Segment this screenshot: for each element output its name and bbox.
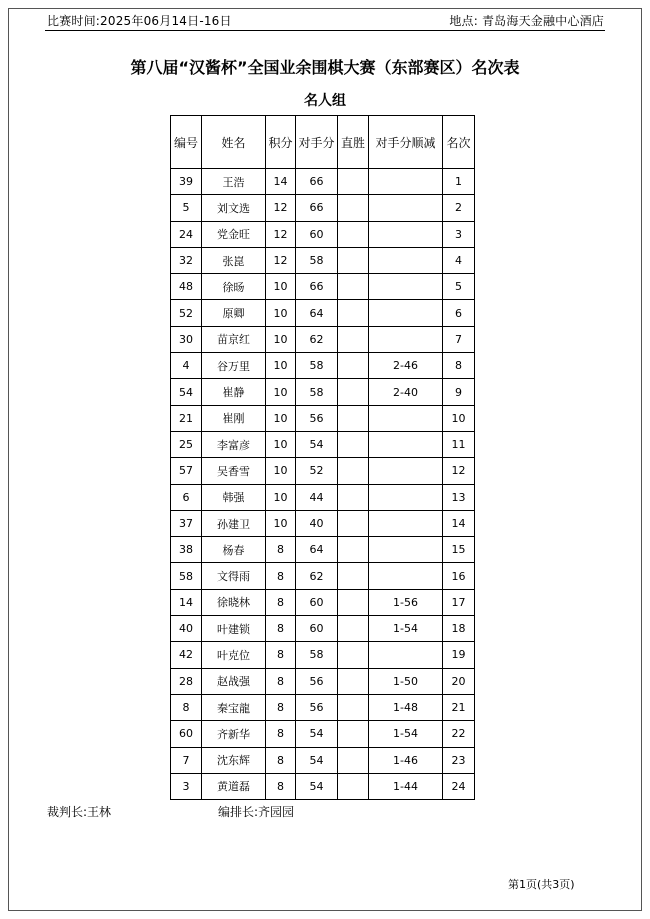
col-header-rank: 名次 [443, 116, 475, 169]
cell-rank: 17 [443, 589, 475, 615]
cell-rank: 24 [443, 773, 475, 799]
cell-rank: 14 [443, 510, 475, 536]
table-row [171, 195, 475, 221]
cell-name: 韩强 [202, 484, 266, 510]
page-number: 第1页(共3页) [508, 878, 575, 891]
cell-rank: 6 [443, 300, 475, 326]
cell-rank: 10 [443, 405, 475, 431]
table-row [171, 169, 475, 195]
cell-points: 8 [266, 563, 296, 589]
cell-head-to-head [338, 195, 369, 221]
cell-number: 7 [171, 747, 202, 773]
cell-points: 10 [266, 326, 296, 352]
cell-points: 10 [266, 274, 296, 300]
cell-head-to-head [338, 747, 369, 773]
cell-head-to-head [338, 668, 369, 694]
cell-progressive-score: 1-48 [369, 694, 443, 720]
table-row [171, 300, 475, 326]
cell-number: 14 [171, 589, 202, 615]
table-row [171, 668, 475, 694]
table-row [171, 379, 475, 405]
group-subtitle: 名人组 [304, 93, 346, 109]
cell-name: 孙建卫 [202, 510, 266, 536]
cell-name: 杨春 [202, 537, 266, 563]
cell-progressive-score [369, 537, 443, 563]
cell-name: 赵战强 [202, 668, 266, 694]
cell-points: 14 [266, 169, 296, 195]
cell-number: 21 [171, 405, 202, 431]
cell-opponent-score: 58 [296, 247, 338, 273]
cell-rank: 16 [443, 563, 475, 589]
cell-progressive-score [369, 484, 443, 510]
cell-progressive-score [369, 642, 443, 668]
cell-name: 张崑 [202, 247, 266, 273]
cell-points: 8 [266, 668, 296, 694]
cell-head-to-head [338, 247, 369, 273]
cell-opponent-score: 54 [296, 721, 338, 747]
col-header-progressive-score: 对手分顺减 [369, 116, 443, 169]
cell-opponent-score: 58 [296, 353, 338, 379]
cell-progressive-score [369, 510, 443, 536]
cell-rank: 12 [443, 458, 475, 484]
cell-head-to-head [338, 274, 369, 300]
cell-name: 崔刚 [202, 405, 266, 431]
cell-opponent-score: 60 [296, 589, 338, 615]
cell-name: 叶建锁 [202, 616, 266, 642]
cell-progressive-score [369, 458, 443, 484]
cell-points: 10 [266, 353, 296, 379]
cell-points: 8 [266, 642, 296, 668]
cell-head-to-head [338, 537, 369, 563]
cell-head-to-head [338, 484, 369, 510]
cell-progressive-score: 1-50 [369, 668, 443, 694]
table-row [171, 694, 475, 720]
cell-name: 党金旺 [202, 221, 266, 247]
table-row [171, 616, 475, 642]
cell-rank: 8 [443, 353, 475, 379]
cell-name: 苗京红 [202, 326, 266, 352]
cell-points: 10 [266, 510, 296, 536]
cell-points: 10 [266, 300, 296, 326]
cell-rank: 7 [443, 326, 475, 352]
cell-rank: 19 [443, 642, 475, 668]
cell-number: 28 [171, 668, 202, 694]
cell-points: 8 [266, 747, 296, 773]
cell-progressive-score: 2-46 [369, 353, 443, 379]
cell-head-to-head [338, 431, 369, 457]
cell-number: 38 [171, 537, 202, 563]
cell-number: 52 [171, 300, 202, 326]
cell-number: 40 [171, 616, 202, 642]
match-date: 比赛时间:2025年06月14日-16日 [47, 14, 232, 28]
ranking-table-body [171, 169, 475, 800]
table-row [171, 747, 475, 773]
cell-head-to-head [338, 642, 369, 668]
cell-head-to-head [338, 379, 369, 405]
cell-rank: 18 [443, 616, 475, 642]
cell-opponent-score: 54 [296, 431, 338, 457]
table-row [171, 274, 475, 300]
cell-number: 4 [171, 353, 202, 379]
cell-opponent-score: 40 [296, 510, 338, 536]
cell-points: 10 [266, 379, 296, 405]
cell-name: 徐旸 [202, 274, 266, 300]
cell-name: 齐新华 [202, 721, 266, 747]
cell-points: 8 [266, 694, 296, 720]
col-header-opponent-score: 对手分 [296, 116, 338, 169]
header-divider [45, 30, 605, 31]
cell-rank: 15 [443, 537, 475, 563]
cell-rank: 22 [443, 721, 475, 747]
cell-head-to-head [338, 300, 369, 326]
cell-number: 25 [171, 431, 202, 457]
cell-head-to-head [338, 589, 369, 615]
cell-head-to-head [338, 221, 369, 247]
cell-progressive-score: 1-54 [369, 616, 443, 642]
cell-head-to-head [338, 353, 369, 379]
table-row [171, 326, 475, 352]
table-row [171, 589, 475, 615]
cell-points: 10 [266, 484, 296, 510]
cell-rank: 20 [443, 668, 475, 694]
cell-opponent-score: 62 [296, 326, 338, 352]
cell-head-to-head [338, 616, 369, 642]
table-row [171, 773, 475, 799]
cell-points: 10 [266, 431, 296, 457]
cell-points: 12 [266, 195, 296, 221]
cell-opponent-score: 66 [296, 169, 338, 195]
ranking-table [170, 115, 475, 800]
cell-head-to-head [338, 563, 369, 589]
cell-progressive-score [369, 274, 443, 300]
cell-progressive-score [369, 169, 443, 195]
table-row [171, 563, 475, 589]
cell-progressive-score [369, 300, 443, 326]
cell-head-to-head [338, 694, 369, 720]
col-header-points: 积分 [266, 116, 296, 169]
cell-opponent-score: 56 [296, 694, 338, 720]
table-row [171, 484, 475, 510]
cell-progressive-score [369, 221, 443, 247]
cell-opponent-score: 66 [296, 195, 338, 221]
cell-number: 54 [171, 379, 202, 405]
cell-name: 王浩 [202, 169, 266, 195]
cell-points: 8 [266, 721, 296, 747]
cell-points: 12 [266, 221, 296, 247]
cell-points: 8 [266, 616, 296, 642]
cell-rank: 21 [443, 694, 475, 720]
cell-number: 42 [171, 642, 202, 668]
cell-progressive-score: 1-54 [369, 721, 443, 747]
cell-points: 8 [266, 773, 296, 799]
cell-points: 10 [266, 405, 296, 431]
cell-number: 57 [171, 458, 202, 484]
cell-rank: 9 [443, 379, 475, 405]
cell-opponent-score: 60 [296, 221, 338, 247]
cell-rank: 13 [443, 484, 475, 510]
cell-head-to-head [338, 458, 369, 484]
cell-name: 崔静 [202, 379, 266, 405]
cell-rank: 4 [443, 247, 475, 273]
cell-number: 6 [171, 484, 202, 510]
cell-head-to-head [338, 405, 369, 431]
table-row [171, 458, 475, 484]
cell-head-to-head [338, 721, 369, 747]
cell-name: 刘文选 [202, 195, 266, 221]
cell-progressive-score [369, 563, 443, 589]
cell-name: 谷万里 [202, 353, 266, 379]
chief-referee: 裁判长:王林 [47, 805, 112, 819]
cell-number: 39 [171, 169, 202, 195]
document-title: 第八届“汉酱杯”全国业余围棋大赛（东部赛区）名次表 [130, 58, 520, 77]
cell-opponent-score: 54 [296, 773, 338, 799]
match-venue: 地点: 青岛海天金融中心酒店 [449, 14, 604, 28]
cell-progressive-score: 1-46 [369, 747, 443, 773]
cell-name: 黄道磊 [202, 773, 266, 799]
table-row [171, 221, 475, 247]
cell-number: 3 [171, 773, 202, 799]
cell-progressive-score [369, 326, 443, 352]
cell-opponent-score: 64 [296, 537, 338, 563]
cell-name: 秦宝龍 [202, 694, 266, 720]
cell-head-to-head [338, 510, 369, 536]
cell-progressive-score: 1-56 [369, 589, 443, 615]
cell-progressive-score [369, 247, 443, 273]
cell-head-to-head [338, 773, 369, 799]
cell-opponent-score: 60 [296, 616, 338, 642]
cell-head-to-head [338, 169, 369, 195]
cell-rank: 2 [443, 195, 475, 221]
cell-progressive-score: 1-44 [369, 773, 443, 799]
cell-name: 文得雨 [202, 563, 266, 589]
chief-arranger: 编排长:齐园园 [218, 805, 295, 819]
cell-number: 30 [171, 326, 202, 352]
cell-opponent-score: 54 [296, 747, 338, 773]
cell-number: 37 [171, 510, 202, 536]
cell-name: 李富彦 [202, 431, 266, 457]
cell-opponent-score: 66 [296, 274, 338, 300]
cell-head-to-head [338, 326, 369, 352]
cell-name: 原卿 [202, 300, 266, 326]
table-row [171, 721, 475, 747]
cell-name: 吴香雪 [202, 458, 266, 484]
cell-points: 10 [266, 458, 296, 484]
cell-opponent-score: 62 [296, 563, 338, 589]
cell-opponent-score: 58 [296, 379, 338, 405]
cell-number: 48 [171, 274, 202, 300]
cell-number: 8 [171, 694, 202, 720]
cell-rank: 3 [443, 221, 475, 247]
cell-points: 8 [266, 589, 296, 615]
cell-progressive-score [369, 195, 443, 221]
cell-rank: 1 [443, 169, 475, 195]
cell-number: 5 [171, 195, 202, 221]
cell-rank: 11 [443, 431, 475, 457]
table-row [171, 353, 475, 379]
table-row [171, 642, 475, 668]
cell-rank: 5 [443, 274, 475, 300]
cell-name: 沈东辉 [202, 747, 266, 773]
table-row [171, 510, 475, 536]
cell-number: 60 [171, 721, 202, 747]
cell-opponent-score: 56 [296, 668, 338, 694]
cell-opponent-score: 56 [296, 405, 338, 431]
table-row [171, 431, 475, 457]
table-header-row [171, 116, 475, 169]
table-row [171, 247, 475, 273]
cell-name: 徐晓林 [202, 589, 266, 615]
cell-opponent-score: 52 [296, 458, 338, 484]
col-header-number: 编号 [171, 116, 202, 169]
table-row [171, 537, 475, 563]
cell-number: 58 [171, 563, 202, 589]
cell-opponent-score: 44 [296, 484, 338, 510]
cell-opponent-score: 58 [296, 642, 338, 668]
cell-name: 叶克位 [202, 642, 266, 668]
cell-progressive-score [369, 405, 443, 431]
cell-number: 24 [171, 221, 202, 247]
cell-points: 12 [266, 247, 296, 273]
cell-progressive-score: 2-40 [369, 379, 443, 405]
cell-number: 32 [171, 247, 202, 273]
cell-points: 8 [266, 537, 296, 563]
cell-progressive-score [369, 431, 443, 457]
cell-opponent-score: 64 [296, 300, 338, 326]
col-header-head-to-head: 直胜 [338, 116, 369, 169]
table-row [171, 405, 475, 431]
cell-rank: 23 [443, 747, 475, 773]
col-header-name: 姓名 [202, 116, 266, 169]
